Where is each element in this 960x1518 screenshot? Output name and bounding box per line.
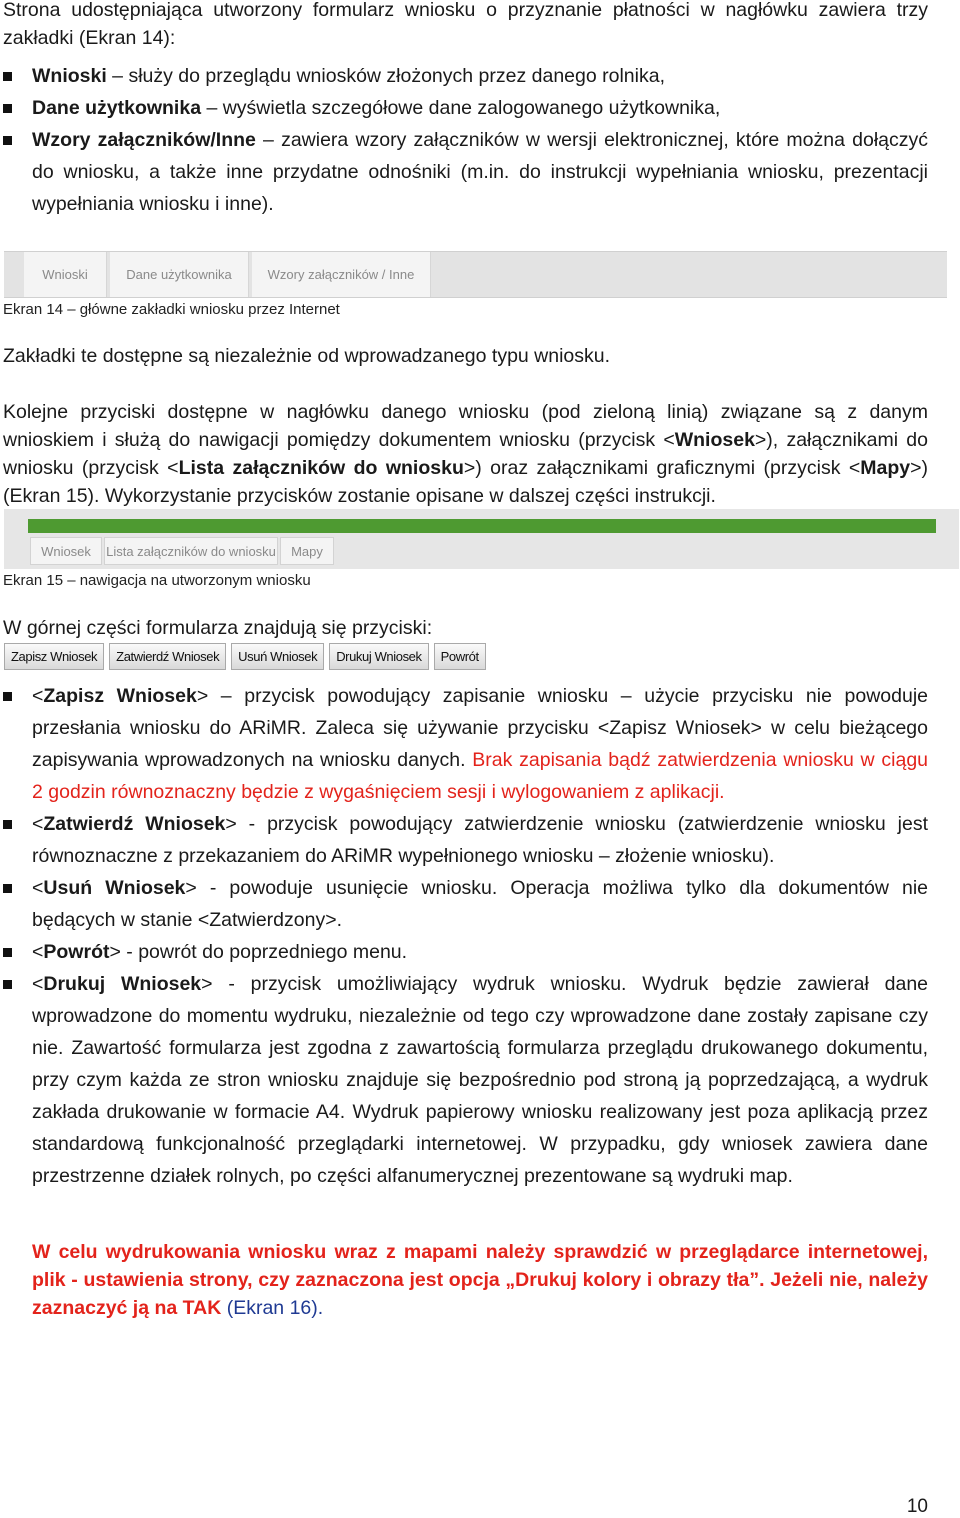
list-item-title: Wzory załączników/Inne <box>32 129 256 151</box>
tab-dane-uzytkownika[interactable]: Dane użytkownika <box>110 252 249 297</box>
tab-wzory-zalacznikow[interactable]: Wzory załączników / Inne <box>252 252 431 297</box>
buttons-intro-paragraph: W górnej części formularza znajdują się przyciski: <box>3 617 433 639</box>
bullet-icon <box>3 692 12 701</box>
list-item <box>0 60 928 92</box>
form-buttons <box>4 643 486 670</box>
screen15-caption: Ekran 15 – nawigacja na utworzonym wniosku <box>3 572 311 589</box>
page-number: 10 <box>906 1496 928 1517</box>
list-item-title: Dane użytkownika <box>32 97 202 119</box>
green-line <box>28 519 936 533</box>
list-item <box>0 124 928 220</box>
zatwierdz-wniosek-button[interactable]: Zatwierdź Wniosek <box>109 643 226 670</box>
tab-lista-zalacznikow[interactable]: Lista załączników do wniosku <box>104 537 278 565</box>
drukuj-wniosek-button[interactable]: Drukuj Wniosek <box>329 643 428 670</box>
list-item <box>0 92 928 124</box>
bullet-icon <box>3 136 12 145</box>
bullet-icon <box>3 820 12 829</box>
tabs-available-paragraph: Zakładki te dostępne są niezależnie od wprowadzanego typu wniosku. <box>3 345 611 367</box>
screen14-tabbar <box>4 251 947 298</box>
list-item: <Zatwierdź Wniosek> - przycisk powodujący zatwierdzenie wniosku (zatwierdzenie wniosku jest równoznaczne z przekazaniem do ARiMR wypełnionego wniosku – złożenie wniosku). <box>0 808 928 872</box>
screen15-nav <box>4 509 959 569</box>
tab-wnioski[interactable]: Wnioski <box>24 252 107 297</box>
bullet-icon <box>3 948 12 957</box>
bullet-icon <box>3 104 12 113</box>
powrot-button[interactable]: Powrót <box>434 643 486 670</box>
bullet-icon <box>3 884 12 893</box>
bullet-icon <box>3 72 12 81</box>
list-item-text: – służy do przeglądu wniosków złożonych przez danego rolnika, <box>106 65 665 87</box>
list-item-title: Wnioski <box>32 65 107 87</box>
tab-wniosek[interactable]: Wniosek <box>30 537 102 565</box>
list-item-text: – zawiera wzory załączników w wersji elektronicznej, które można dołączyć do wniosku, a także inne przydatne odnośniki (m.in. do instrukcji wypełniania wniosku, prezentacji wypełniania wniosku i inne). <box>32 129 928 215</box>
print-note: W celu wydrukowania wniosku wraz z mapami należy sprawdzić w przeglądarce internetowej, plik - ustawienia strony, czy zaznaczona jest opcja „Drukuj kolory i obrazy tła”. Jeżeli nie, należy zaznaczyć ją na TAK (Ekran 16). <box>32 1241 928 1319</box>
navigation-paragraph: Kolejne przyciski dostępne w nagłówku danego wniosku (pod zieloną linią) związane są z danym wnioskiem i służą do nawigacji pomiędzy dokumentem wniosku (przycisk <Wniosek>), załącznikami do wniosku (przycisk <Lista załączników do wniosku>) oraz załącznikami graficznymi (przycisk <Mapy>) (Ekran 15). Wykorzystanie przycisków zostanie opisane w dalszej części instrukcji. <box>3 401 928 507</box>
list-item: <Zapisz Wniosek> – przycisk powodujący zapisanie wniosku – użycie przycisku nie powoduje przesłania wniosku do ARiMR. Zaleca się używanie przycisku <Zapisz Wniosek> w celu bieżącego zapisywania wprowadzonych na wniosku danych. Brak zapisania bądź zatwierdzenia wniosku w ciągu 2 godzin równoznaczny będzie z wygaśnięciem sesji i wylogowaniem z aplikacji. <box>0 680 928 808</box>
list-item: <Powrót> - powrót do poprzedniego menu. <box>0 936 928 968</box>
intro-text: Strona udostępniająca utworzony formularz wniosku o przyznanie płatności w nagłówku zawiera trzy zakładki (Ekran 14): <box>3 0 928 49</box>
bullet-icon <box>3 980 12 989</box>
list-item: <Drukuj Wniosek> - przycisk umożliwiający wydruk wniosku. Wydruk będzie zawierał dane wprowadzone do momentu wydruku, niezależnie od tego czy wprowadzone dane zostały zapisane czy nie. Zawartość formularza jest zgodna z zawartością formularza przeglądu drukowanego dokumentu, przy czym każda ze stron wniosku znajduje się bezpośrednio pod stroną ją poprzedzającą, a wydruk zakłada drukowanie w formacie A4. Wydruk papierowy wniosku realizowany jest poza aplikacją przez standardową funkcjonalność przeglądarki internetowej. W przypadku, gdy wniosek zawiera dane przestrzenne działek rolnych, po części alfanumerycznej prezentowane są wydruki map. <box>0 968 928 1192</box>
intro-paragraph <box>3 0 928 52</box>
usun-wniosek-button[interactable]: Usuń Wniosek <box>231 643 324 670</box>
screen14-caption: Ekran 14 – główne zakładki wniosku przez Internet <box>3 301 340 318</box>
tab-mapy[interactable]: Mapy <box>280 537 334 565</box>
list-item-text: – wyświetla szczegółowe dane zalogowanego użytkownika, <box>201 97 721 119</box>
list-item: <Usuń Wniosek> - powoduje usunięcie wniosku. Operacja możliwa tylko dla dokumentów nie będących w stanie <Zatwierdzony>. <box>0 872 928 936</box>
zapisz-wniosek-button[interactable]: Zapisz Wniosek <box>4 643 104 670</box>
